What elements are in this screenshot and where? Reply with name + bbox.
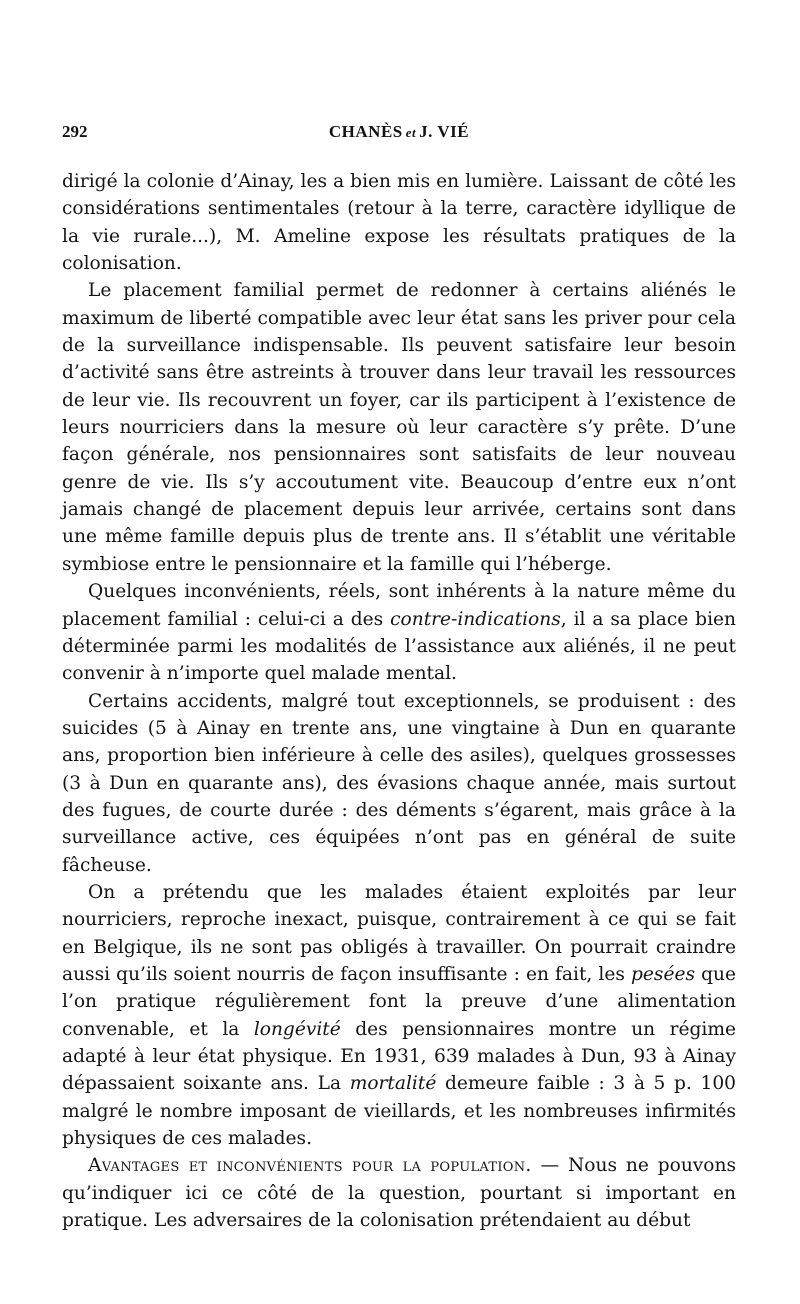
emphasis-contre-indications: contre-indications bbox=[390, 608, 561, 630]
paragraph-5 bbox=[62, 879, 736, 1152]
running-head bbox=[62, 122, 736, 148]
section-heading: Avantages et inconvénients pour la population. bbox=[88, 1155, 532, 1177]
paragraph-4: Certains accidents, malgré tout exceptionnels, se produisent : des suicides (5 à Ainay en trente ans, une vingtaine à Dun en quarante ans, proportion bien inférieure à celle des asiles), quelques grossesses (3 à Dun en quarante ans), des évasions chaque année, mais surtout des fugues, de courte durée : des déments s’égarent, mais grâce à la surveillance active, ces équipées n’ont pas en général de suite fâcheuse. bbox=[62, 690, 736, 876]
paragraph-1: dirigé la colonie d’Ainay, les a bien mis en lumière. Laissant de côté les considérations sentimentales (retour à la terre, caractère idyllique de la vie rurale...), M. Ameline expose les résultats pratiques de la colonisation. bbox=[62, 171, 736, 275]
emphasis-pesees: pesées bbox=[631, 963, 696, 985]
paragraph-5-text-a: On a prétendu que les malades étaient exploités par leur nourriciers, reproche inexact, puisque, contrairement à ce qui se fait en Belgique, ils ne sont pas obligés à travailler. On pourrait craindre aussi qu’ils soient nourris de façon insuffisante : en fait, les bbox=[62, 881, 736, 985]
emphasis-mortalite: mortalité bbox=[349, 1073, 437, 1095]
paragraph-5-text-d: demeure faible : 3 à 5 p. 100 malgré le nombre imposant de vieillards, et les nombreuses infirmités physiques de ces malades. bbox=[62, 1073, 736, 1150]
paragraph-5-text-c: des pensionnaires montre un régime adapté à leur état physique. En 1931, 639 malades à Dun, 93 à Ainay dépassaient soixante ans. La bbox=[62, 1018, 736, 1095]
running-title bbox=[62, 122, 736, 142]
author-chanes: CHANÈS bbox=[328, 122, 403, 141]
emphasis-longevite: longévité bbox=[253, 1018, 341, 1040]
page-number: 292 bbox=[62, 122, 88, 141]
paragraph-3-text-a: Quelques inconvénients, réels, sont inhérents à la nature même du placement familial : celui-ci a des bbox=[62, 581, 736, 630]
paragraph-6-text: — Nous ne pouvons qu’indiquer ici ce côté de la question, pourtant si important en pratique. Les adversaires de la colonisation prétendaient au début bbox=[62, 1155, 737, 1232]
body-text bbox=[62, 168, 736, 1234]
paragraph-5-text-b: que l’on pratique régulièrement font la preuve d’une alimentation convenable, et la bbox=[62, 963, 736, 1040]
author-vie: J. VIÉ bbox=[419, 122, 470, 141]
author-conjunction: et bbox=[405, 125, 417, 140]
paragraph-6 bbox=[62, 1152, 736, 1234]
paragraph-3 bbox=[62, 578, 736, 687]
paragraph-3-text-b: , il a sa place bien déterminée parmi les modalités de l’assistance aux aliénés, il ne peut convenir à n’importe quel malade mental. bbox=[62, 608, 736, 685]
paragraph-2: Le placement familial permet de redonner à certains aliénés le maximum de liberté compatible avec leur état sans les priver pour cela de la surveillance indispensable. Ils peuvent satisfaire leur besoin d’activité sans être astreints à trouver dans leur travail les ressources de leur vie. Ils recouvrent un foyer, car ils participent à l’existence de leurs nourriciers dans la mesure où leur caractère s’y prête. D’une façon générale, nos pensionnaires sont satisfaits de leur nouveau genre de vie. Ils s’y accoutument vite. Beaucoup d’entre eux n’ont jamais changé de placement depuis leur arrivée, certains sont dans une même famille depuis plus de trente ans. Il s’établit une véritable symbiose entre le pensionnaire et la famille qui l’héberge. bbox=[62, 280, 736, 575]
